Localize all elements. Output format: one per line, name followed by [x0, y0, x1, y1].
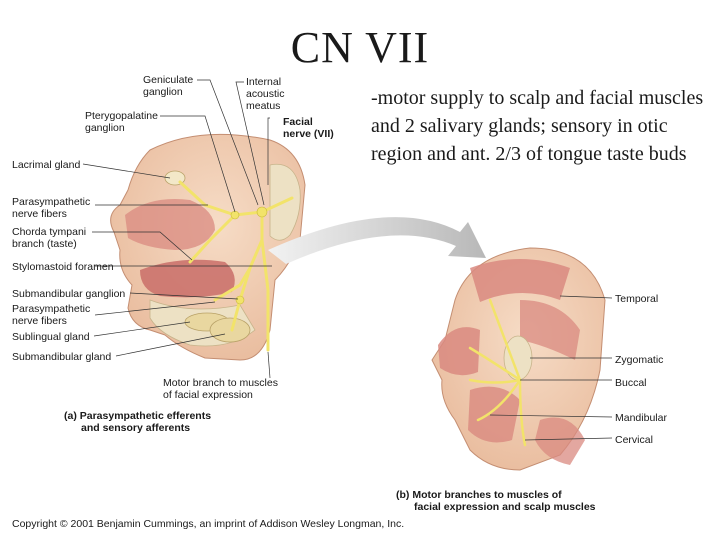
label-internal-acoustic-meatus [246, 76, 285, 112]
label-lacrimal-gland: Lacrimal gland [12, 159, 81, 171]
label-geniculate-ganglion [143, 74, 193, 98]
label-zygomatic: Zygomatic [615, 354, 664, 366]
label-parasympathetic-fibers-1 [12, 196, 90, 220]
caption-figure-b [396, 489, 596, 513]
label-line: Chorda tympani [12, 226, 87, 238]
caption-line: (a) Parasympathetic efferents [64, 410, 212, 422]
label-line: Internal [246, 76, 282, 88]
label-submandibular-ganglion: Submandibular ganglion [12, 288, 126, 300]
caption-line: facial expression and scalp muscles [414, 501, 596, 513]
label-temporal: Temporal [615, 293, 659, 305]
description-text: -motor supply to scalp and facial muscles and 2 salivary glands; sensory in otic region and ant. 2/3 of tongue taste buds [371, 87, 704, 165]
label-stylomastoid-foramen: Stylomastoid foramen [12, 261, 114, 273]
label-line: Geniculate [143, 74, 194, 86]
label-line: of facial expression [163, 389, 253, 401]
caption-line: and sensory afferents [81, 422, 191, 434]
label-line: meatus [246, 100, 281, 112]
label-line: nerve fibers [12, 208, 67, 220]
caption-line: (b) Motor branches to muscles of [396, 489, 562, 501]
label-parasympathetic-fibers-2 [12, 303, 90, 327]
label-line: nerve fibers [12, 315, 67, 327]
label-line: branch (taste) [12, 238, 77, 250]
label-line: Parasympathetic [12, 196, 91, 208]
label-line: Motor branch to muscles [163, 377, 278, 389]
caption-figure-a [64, 410, 211, 434]
copyright-notice: Copyright © 2001 Benjamin Cummings, an imprint of Addison Wesley Longman, Inc. [12, 518, 405, 530]
label-line: Parasympathetic [12, 303, 91, 315]
label-motor-branch [163, 377, 278, 401]
label-mandibular: Mandibular [615, 412, 667, 424]
head-muscles-illustration [432, 248, 605, 470]
label-buccal: Buccal [615, 377, 647, 389]
label-line: ganglion [85, 122, 125, 134]
label-sublingual-gland: Sublingual gland [12, 331, 90, 343]
label-cervical: Cervical [615, 434, 653, 446]
label-chorda-tympani [12, 226, 86, 250]
label-line: acoustic [246, 88, 285, 100]
label-line: nerve (VII) [283, 128, 334, 140]
label-submandibular-gland: Submandibular gland [12, 351, 112, 363]
label-pterygopalatine-ganglion [85, 110, 158, 134]
slide-title: CN VII [290, 23, 430, 72]
label-line: Pterygopalatine [85, 110, 158, 122]
label-line: Facial [283, 116, 313, 128]
label-facial-nerve [283, 116, 334, 140]
label-line: ganglion [143, 86, 183, 98]
